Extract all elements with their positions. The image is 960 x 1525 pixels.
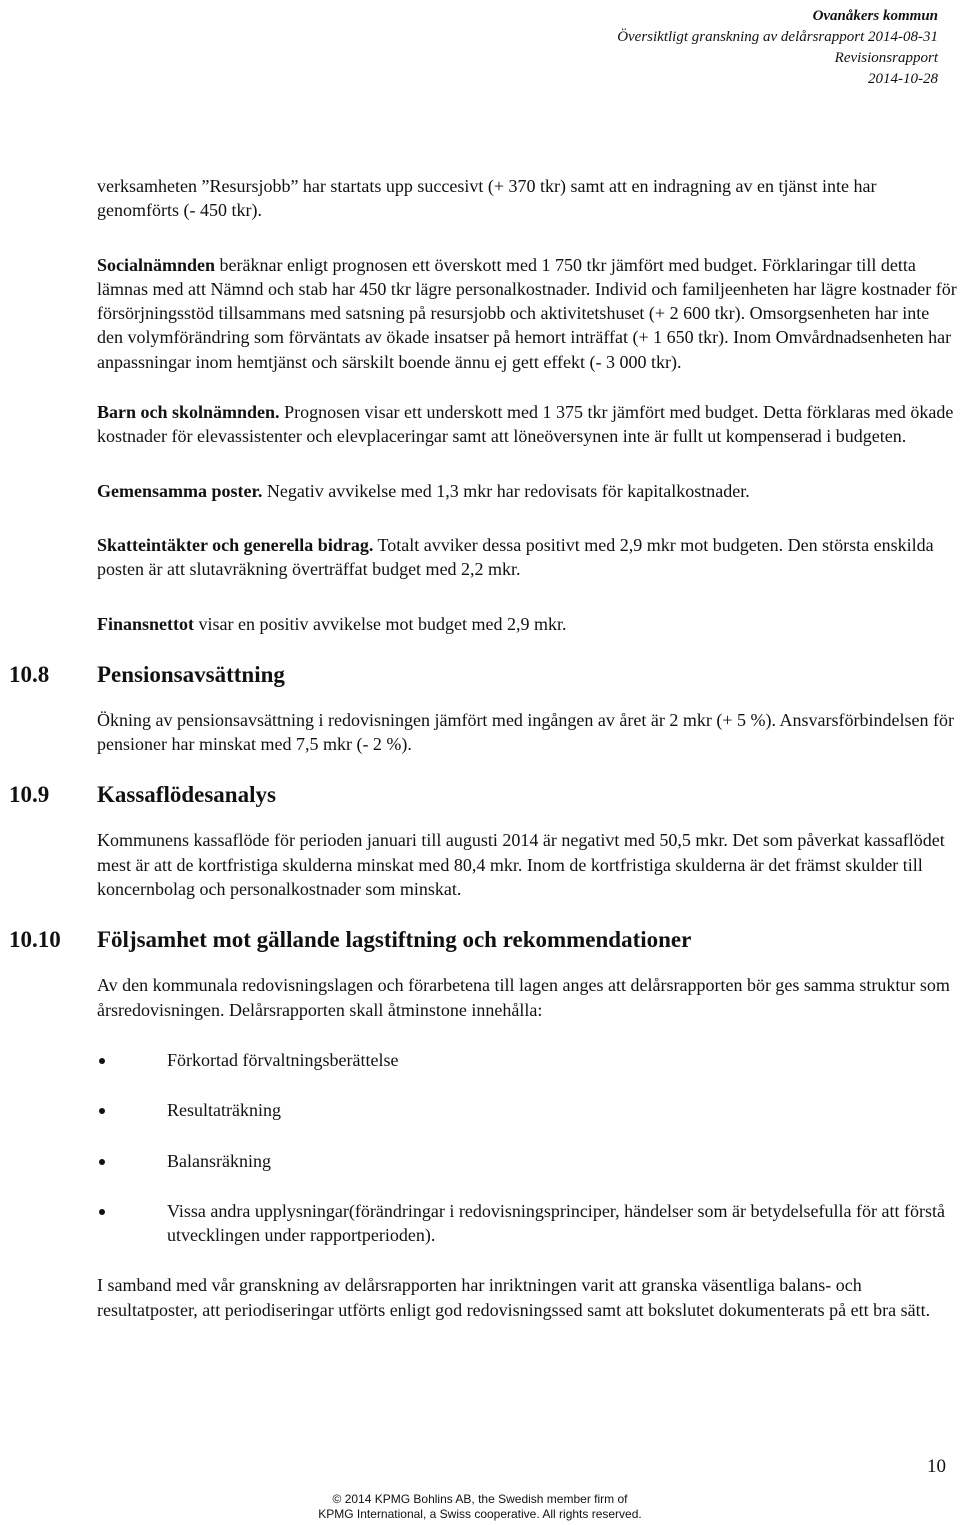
section-number: 10.10 (9, 927, 61, 953)
section-title: Pensionsavsättning (97, 661, 285, 687)
paragraph-lead: Socialnämnden (97, 254, 216, 275)
section-title: Följsamhet mot gällande lagstiftning och rekommendationer (97, 927, 692, 953)
document-body (9, 174, 957, 1322)
section-heading-pensionsavsattning (9, 660, 957, 690)
paragraph-resursjobb (97, 174, 957, 223)
paragraph-gemensamma-poster (97, 479, 957, 503)
paragraph-socialnamnden (97, 253, 957, 374)
page-header (617, 6, 938, 90)
section-number: 10.9 (9, 782, 50, 808)
list-item-text: Vissa andra upplysningar(förändringar i redovisningsprinciper, händelser som är betydelsefulla för att förstå utvecklingen under rapportperioden). (167, 1200, 945, 1246)
paragraph-lead: Gemensamma poster. (97, 480, 263, 501)
list-item (97, 1149, 957, 1173)
bullet-icon (99, 1159, 105, 1165)
paragraph-lead: Finansnettot (97, 613, 195, 634)
paragraph-kassaflodesanalys: Kommunens kassaflöde för perioden januari till augusti 2014 är negativt med 50,5 mkr. Det som påverkat kassaflödet mest är att de kortfristiga skulderna minskat med 80,4 mkr. Inom de kortfristiga skulderna är det främst skulder till koncernbolag och personalkostnader som minskat. (97, 830, 945, 900)
list-item (97, 1048, 957, 1072)
footer-line: KPMG International, a Swiss cooperative. All rights reserved. (318, 1507, 642, 1521)
list-item-text: Balansräkning (167, 1150, 271, 1171)
paragraph-skatteintakter (97, 533, 957, 582)
paragraph-foljsamhet-closing: I samband med vår granskning av delårsrapporten har inriktningen varit att granska väsentliga balans- och resultatposter, att periodiseringar utförts enligt god redovisningssed samt att bokslutet dokumenterats på ett bra sätt. (97, 1275, 931, 1320)
header-date: 2014-10-28 (868, 71, 938, 87)
footer-line: © 2014 KPMG Bohlins AB, the Swedish member firm of (332, 1492, 628, 1506)
bullet-icon (99, 1209, 105, 1215)
header-report-type: Revisionsrapport (834, 50, 938, 66)
list-item (97, 1098, 957, 1122)
bullet-icon (99, 1058, 105, 1064)
section-heading-kassaflodesanalys (9, 780, 957, 810)
paragraph-text: beräknar enligt prognosen ett överskott med 1 750 tkr jämfört med budget. Förklaringar till detta lämnas med att Nämnd och stab har 450 tkr lägre personalkostnader. Individ och familjeenheten har lägre kostnader för försörjningsstöd tillsammans med satsning på resursjobb och aktivitetshuset (+ 2 600 tkr). Omsorgsenheten har inte den volymförändring som förväntats av ökade insatser på hemort inträffat (+ 1 650 tkr). Inom Omvårdnadsenheten har anpassningar inom hemtjänst och särskilt boende ännu ej gett effekt (- 3 000 tkr). (97, 254, 957, 372)
paragraph-text: Negativ avvikelse med 1,3 mkr har redovisats för kapitalkostnader. (262, 480, 750, 501)
paragraph-barn-och-skolnamnden (97, 400, 957, 449)
list-item-text: Förkortad förvaltningsberättelse (167, 1049, 399, 1070)
header-organization: Ovanåkers kommun (812, 8, 938, 24)
list-item-text: Resultaträkning (167, 1100, 281, 1121)
paragraph-lead: Barn och skolnämnden. (97, 402, 280, 423)
header-report-title: Översiktligt granskning av delårsrapport 2014-08-31 (617, 29, 938, 45)
paragraph-pensionsavsattning: Ökning av pensionsavsättning i redovisningen jämfört med ingången av året är 2 mkr (+ 5 %). Ansvarsförbindelsen för pensioner har minskat med 7,5 mkr (- 2 %). (97, 709, 954, 755)
paragraph-lead: Skatteintäkter och generella bidrag. (97, 534, 374, 555)
paragraph-text: verksamheten ”Resursjobb” har startats upp succesivt (+ 370 tkr) samt att en indragning av en tjänst inte har genomförts (- 450 tkr). (97, 176, 877, 221)
paragraph-foljsamhet-intro: Av den kommunala redovisningslagen och förarbetena till lagen anges att delårsrapporten bör ges samma struktur som årsredovisningen. Delårsrapporten skall åtminstone innehålla: (97, 975, 950, 1020)
paragraph-text: visar en positiv avvikelse mot budget med 2,9 mkr. (194, 613, 567, 634)
section-title: Kassaflödesanalys (97, 782, 276, 808)
paragraph-text: Totalt avviker dessa positivt med 2,9 mkr mot budgeten. Den största enskilda posten är att slutavräkning överträffat budget med 2,2 mkr. (97, 534, 934, 580)
paragraph-text: Prognosen visar ett underskott med 1 375 tkr jämfört med budget. Detta förklaras med ökade kostnader för elevassistenter och elevplaceringar samt att löneöversynen inte är fullt ut kompenserad i budgeten. (97, 402, 954, 447)
paragraph-finansnettot (97, 612, 957, 636)
page-footer (0, 1492, 960, 1522)
section-heading-foljsamhet (9, 925, 957, 955)
required-contents-list (97, 1048, 957, 1247)
section-number: 10.8 (9, 661, 50, 687)
page-number: 10 (927, 1456, 946, 1477)
bullet-icon (99, 1108, 105, 1114)
list-item (97, 1199, 957, 1248)
